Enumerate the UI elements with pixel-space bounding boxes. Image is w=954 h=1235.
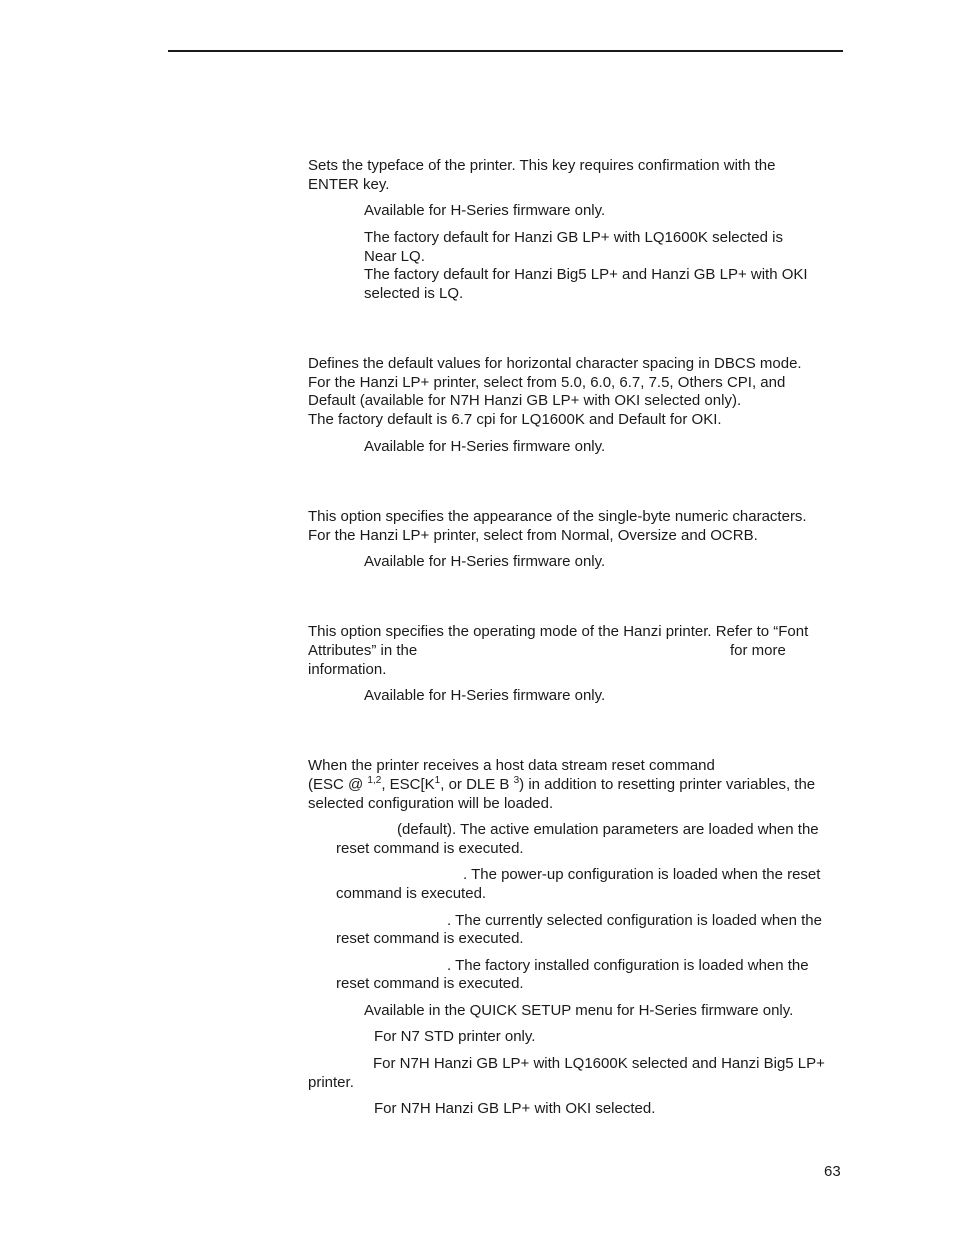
reset-option-1-line2: reset command is executed. bbox=[336, 840, 524, 857]
reset-option-4-line1: . The factory installed configuration is loaded when the bbox=[447, 957, 809, 974]
text-line: The factory default is 6.7 cpi for LQ1600K and Default for OKI. bbox=[308, 410, 722, 428]
reset-option-1-line1: (default). The active emulation parameters are loaded when the bbox=[397, 821, 819, 838]
text-fragment: (ESC @ bbox=[308, 776, 368, 793]
reset-option-3-line2: reset command is executed. bbox=[336, 930, 524, 947]
section-reset-intro-line3: selected configuration will be loaded. bbox=[308, 795, 554, 812]
reset-option-2-line2: command is executed. bbox=[336, 885, 487, 902]
section-typeface-note: Available for H-Series firmware only. bbox=[364, 202, 606, 219]
section-spacing-note: Available for H-Series firmware only. bbox=[364, 438, 606, 455]
reset-option-4-line2: reset command is executed. bbox=[336, 975, 524, 992]
text-line: selected is LQ. bbox=[364, 284, 464, 302]
section-mode-line1: This option specifies the operating mode of the Hanzi printer. Refer to “Font bbox=[308, 623, 809, 640]
section-reset-note: Available in the QUICK SETUP menu for H-Series firmware only. bbox=[364, 1002, 794, 1019]
text-line: The factory default for Hanzi GB LP+ with LQ1600K selected is bbox=[364, 229, 783, 246]
header-rule bbox=[168, 50, 843, 52]
text-line: For the Hanzi LP+ printer, select from 5.0, 6.0, 6.7, 7.5, Others CPI, and bbox=[308, 373, 786, 391]
text-line: Default (available for N7H Hanzi GB LP+ with OKI selected only). bbox=[308, 392, 742, 409]
page-number: 63 bbox=[824, 1163, 841, 1180]
footnote-ref: 3 bbox=[513, 775, 520, 786]
text-line: The factory default for Hanzi Big5 LP+ and Hanzi GB LP+ with OKI bbox=[364, 266, 808, 283]
footnote-2-line2: printer. bbox=[308, 1074, 354, 1091]
reset-option-3-line1: . The currently selected configuration is loaded when the bbox=[447, 912, 822, 929]
text-fragment: , or DLE B bbox=[440, 776, 514, 793]
section-mode-line2-left: Attributes” in the bbox=[308, 642, 418, 659]
section-reset-intro-line2 bbox=[308, 776, 815, 795]
footnote-ref: 1 bbox=[434, 775, 441, 786]
section-numeric-note: Available for H-Series firmware only. bbox=[364, 553, 606, 570]
section-numeric-paragraph bbox=[308, 508, 807, 545]
section-typeface-paragraph bbox=[308, 157, 775, 194]
text-line: This option specifies the appearance of the single-byte numeric characters. bbox=[308, 508, 807, 525]
section-mode-note: Available for H-Series firmware only. bbox=[364, 687, 606, 704]
text-line: Near LQ. bbox=[364, 247, 425, 265]
text-line: ENTER key. bbox=[308, 175, 390, 193]
section-reset-intro-line1: When the printer receives a host data stream reset command bbox=[308, 757, 715, 774]
text-line: Defines the default values for horizontal character spacing in DBCS mode. bbox=[308, 355, 802, 372]
section-mode-line2-right: for more bbox=[730, 642, 786, 659]
text-line: Sets the typeface of the printer. This key requires confirmation with the bbox=[308, 157, 776, 174]
footnote-ref: 1,2 bbox=[367, 775, 382, 786]
text-fragment: ) in addition to resetting printer variables, the bbox=[519, 776, 816, 793]
section-spacing-paragraph bbox=[308, 355, 802, 429]
footnote-3: For N7H Hanzi GB LP+ with OKI selected. bbox=[374, 1100, 656, 1117]
section-mode-line3: information. bbox=[308, 661, 387, 678]
text-line: For the Hanzi LP+ printer, select from Normal, Oversize and OCRB. bbox=[308, 526, 758, 544]
section-typeface-defaults bbox=[364, 229, 808, 303]
footnote-1: For N7 STD printer only. bbox=[374, 1028, 536, 1045]
text-fragment: , ESC[K bbox=[381, 776, 435, 793]
reset-option-2-line1: . The power-up configuration is loaded when the reset bbox=[463, 866, 821, 883]
footnote-2-line1: For N7H Hanzi GB LP+ with LQ1600K selected and Hanzi Big5 LP+ bbox=[373, 1055, 825, 1072]
